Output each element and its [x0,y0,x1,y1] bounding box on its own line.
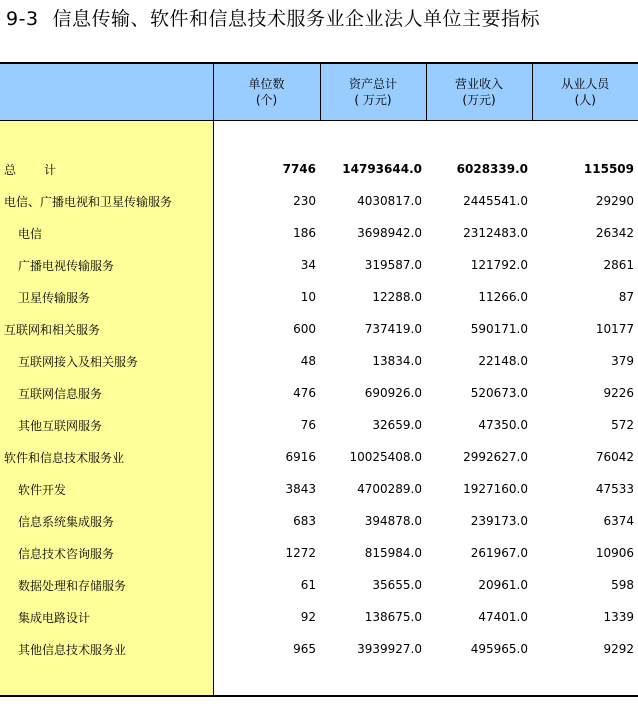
spacer-cell [320,665,426,696]
indicator-table [0,62,638,697]
spacer-cell [532,121,638,154]
row-name: 其他互联网服务 [0,409,213,441]
spacer-cell [213,121,320,154]
row-revenue: 239173.0 [470,514,528,528]
row-revenue: 20961.0 [478,578,528,592]
row-name: 数据处理和存储服务 [0,569,213,601]
row-assets: 10025408.0 [349,450,422,464]
table-row [0,313,638,345]
table-row [0,281,638,313]
header-units [213,63,320,121]
row-revenue: 2992627.0 [463,450,528,464]
row-employees: 9292 [603,642,634,656]
header-corner [0,63,213,121]
row-units: 61 [300,578,316,592]
total-assets: 14793644.0 [342,162,422,176]
spacer-row [0,121,638,154]
row-units: 76 [300,418,316,432]
row-assets: 690926.0 [364,386,422,400]
row-units: 683 [293,514,316,528]
spacer-cell [213,665,320,696]
row-assets: 815984.0 [364,546,422,560]
row-employees: 9226 [603,386,634,400]
header-units-unit: (个) [255,93,278,107]
row-units: 3843 [285,482,316,496]
header-employees-label: 从业人员 [561,77,610,91]
row-name: 信息技术咨询服务 [0,537,213,569]
row-employees: 2861 [603,258,634,272]
table-row [0,505,638,537]
row-revenue: 590171.0 [470,322,528,336]
row-name: 其他信息技术服务业 [0,633,213,665]
row-units: 34 [300,258,316,272]
total-units: 7746 [282,162,316,176]
table-row [0,185,638,217]
bottom-spacer-row [0,665,638,696]
table-header [0,63,638,121]
row-assets: 737419.0 [364,322,422,336]
row-employees: 87 [618,290,634,304]
header-assets-unit: ( 万元) [354,93,392,107]
row-employees: 10906 [595,546,634,560]
row-name: 软件开发 [0,473,213,505]
row-assets: 4030817.0 [357,194,422,208]
row-name: 集成电路设计 [0,601,213,633]
table-number: 9-3 [6,8,39,30]
row-name: 互联网接入及相关服务 [0,345,213,377]
row-employees: 47533 [595,482,634,496]
row-name: 互联网信息服务 [0,377,213,409]
row-assets: 138675.0 [364,610,422,624]
total-label-a: 总 [4,162,17,177]
total-row [0,153,638,185]
row-employees: 572 [611,418,634,432]
row-name: 互联网和相关服务 [0,313,213,345]
header-employees [532,63,638,121]
row-units: 1272 [285,546,316,560]
row-employees: 29290 [595,194,634,208]
row-employees: 598 [611,578,634,592]
table-row [0,249,638,281]
row-revenue: 121792.0 [470,258,528,272]
row-units: 476 [293,386,316,400]
spacer-cell [426,121,532,154]
row-revenue: 261967.0 [470,546,528,560]
header-revenue-unit: (万元) [462,93,496,107]
total-label-b: 计 [44,162,57,177]
row-name: 广播电视传输服务 [0,249,213,281]
header-row [0,63,638,121]
row-revenue: 1927160.0 [463,482,528,496]
table-row [0,601,638,633]
row-units: 230 [293,194,316,208]
row-units: 10 [300,290,316,304]
row-assets: 394878.0 [364,514,422,528]
spacer-cell [426,665,532,696]
row-assets: 319587.0 [364,258,422,272]
row-units: 92 [300,610,316,624]
row-units: 600 [293,322,316,336]
header-revenue [426,63,532,121]
table-title-text: 信息传输、软件和信息技术服务业企业法人单位主要指标 [52,8,541,30]
row-assets: 12288.0 [372,290,422,304]
header-employees-unit: (人) [574,93,596,107]
table-row [0,473,638,505]
row-units: 48 [300,354,316,368]
row-revenue: 22148.0 [478,354,528,368]
row-revenue: 520673.0 [470,386,528,400]
row-employees: 1339 [603,610,634,624]
page-title [6,8,540,30]
table-row [0,537,638,569]
header-units-label: 单位数 [248,77,285,91]
table-row [0,377,638,409]
table-row [0,409,638,441]
total-label [0,153,213,185]
row-employees: 76042 [595,450,634,464]
row-name: 卫星传输服务 [0,281,213,313]
spacer-cell [0,665,213,696]
spacer-cell [0,121,213,154]
row-units: 6916 [285,450,316,464]
row-units: 186 [293,226,316,240]
row-revenue: 11266.0 [478,290,528,304]
row-employees: 379 [611,354,634,368]
header-assets [320,63,426,121]
row-name: 电信 [0,217,213,249]
row-assets: 32659.0 [372,418,422,432]
row-name: 信息系统集成服务 [0,505,213,537]
row-name: 电信、广播电视和卫星传输服务 [0,185,213,217]
row-revenue: 2312483.0 [463,226,528,240]
row-units: 965 [293,642,316,656]
row-assets: 4700289.0 [357,482,422,496]
row-revenue: 2445541.0 [463,194,528,208]
header-revenue-label: 营业收入 [454,77,503,91]
spacer-cell [532,665,638,696]
spacer-cell [320,121,426,154]
row-employees: 10177 [595,322,634,336]
total-revenue: 6028339.0 [456,162,528,176]
table-row [0,441,638,473]
table-row [0,569,638,601]
row-revenue: 47350.0 [478,418,528,432]
row-revenue: 495965.0 [470,642,528,656]
table-row [0,217,638,249]
row-employees: 6374 [603,514,634,528]
table-row [0,345,638,377]
row-assets: 3939927.0 [357,642,422,656]
header-assets-label: 资产总计 [348,77,397,91]
row-revenue: 47401.0 [478,610,528,624]
row-assets: 3698942.0 [357,226,422,240]
row-assets: 35655.0 [372,578,422,592]
table-body [0,121,638,697]
total-employees: 115509 [583,162,634,176]
row-assets: 13834.0 [372,354,422,368]
row-name: 软件和信息技术服务业 [0,441,213,473]
row-employees: 26342 [595,226,634,240]
indicator-table-container [0,62,638,697]
table-row [0,633,638,665]
